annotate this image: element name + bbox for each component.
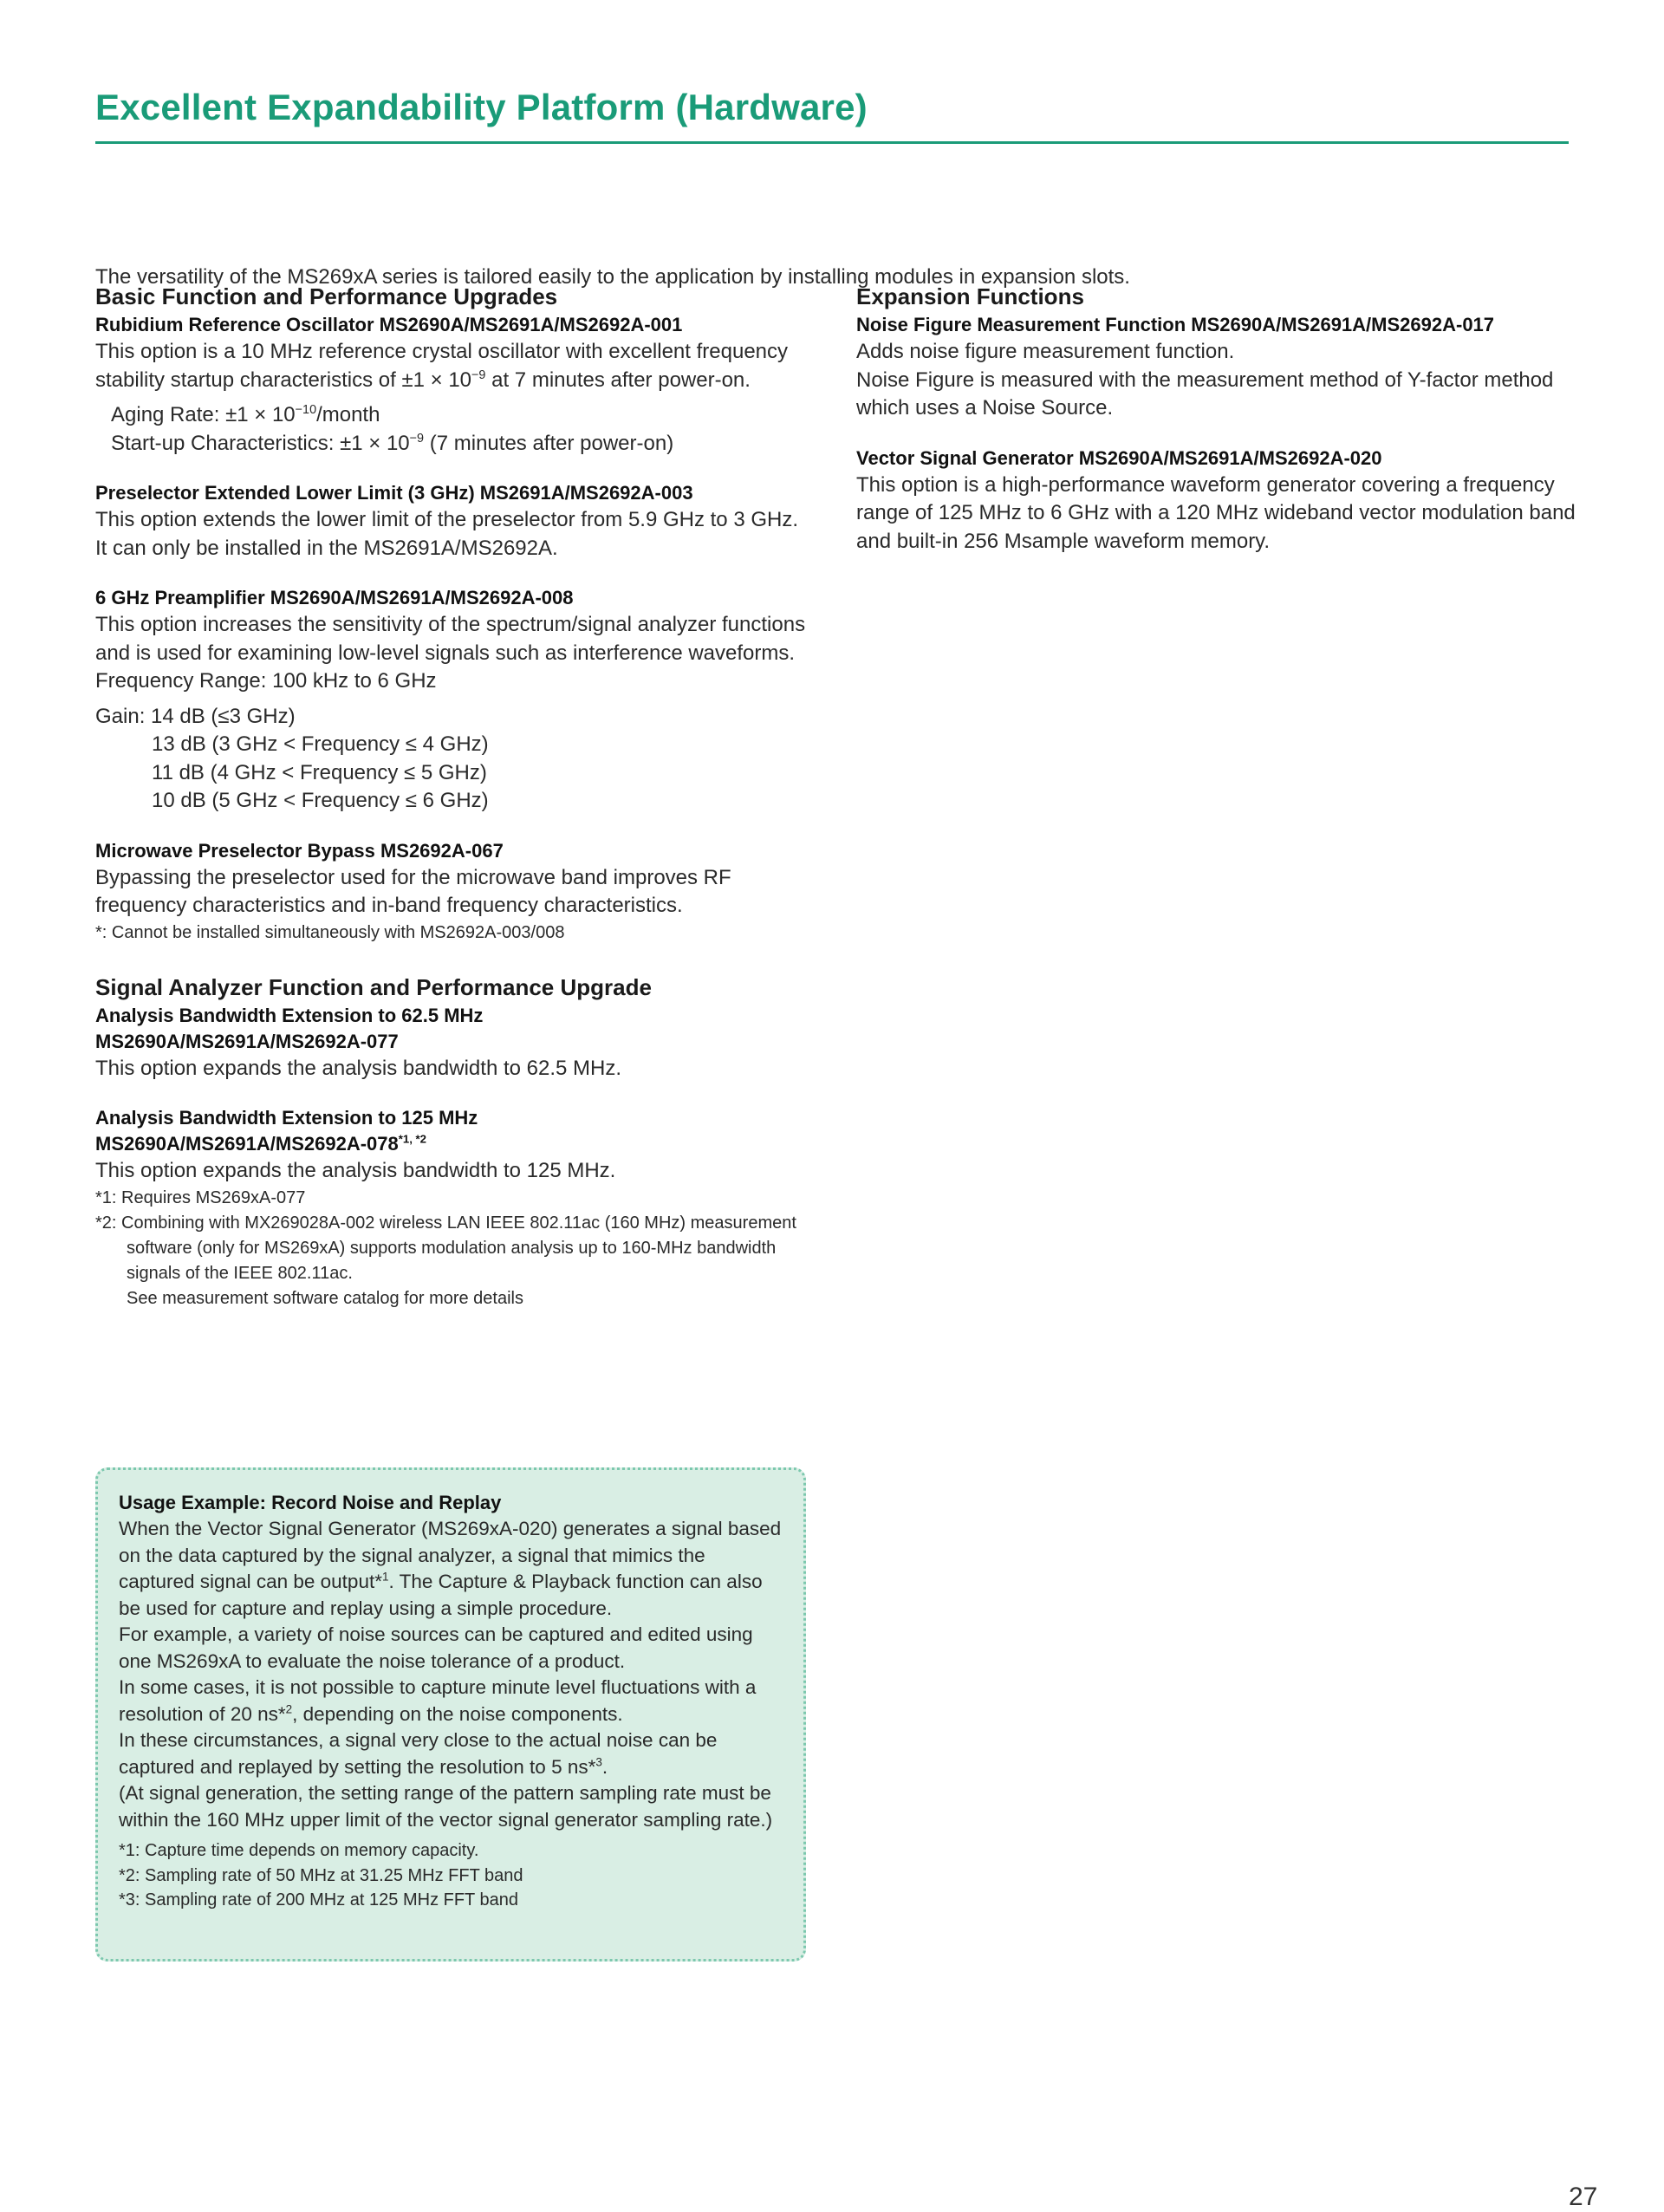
abw-125-footnote-3: See measurement software catalog for more details (127, 1288, 523, 1308)
usage-example-title: Usage Example: Record Noise and Replay (119, 1492, 502, 1513)
abw-125-model: $MS2690A/MS2691A/MS2692A-078^{*1, *2}$ (95, 1132, 427, 1155)
vector-signal-generator-title: Vector Signal Generator MS2690A/MS2691A/MS2692A-020 (856, 446, 1382, 469)
preamplifier-frequency-range: Frequency Range: 100 kHz to 6 GHz (95, 669, 437, 693)
usage-footnote-3: *3: Sampling rate of 200 MHz at 125 MHz FFT band (119, 1890, 518, 1909)
page-title: Excellent Expandability Platform (Hardware) (95, 87, 868, 127)
preamplifier-title: 6 GHz Preamplifier MS2690A/MS2691A/MS2692A-008 (95, 587, 574, 608)
page-number: 27 (1569, 2183, 1598, 2211)
title-divider (95, 141, 1569, 144)
preamplifier-gain: Gain: 14 dB (≤3 GHz) (95, 704, 296, 728)
preamplifier-gain-row: 10 dB (5 GHz < Frequency ≤ 6 GHz) (152, 789, 489, 812)
noise-figure-title: Noise Figure Measurement Function MS2690A/MS2691A/MS2692A-017 (856, 314, 1495, 335)
rubidium-oscillator-title: Rubidium Reference Oscillator MS2690A/MS2691A/MS2692A-001 (95, 314, 683, 335)
preselector-description: This option extends the lower limit of the preselector from 5.9 GHz to 3 GHz. It can only be installed in the MS2691A/MS2692A. (95, 508, 799, 560)
rubidium-oscillator-description: This option is a 10 MHz reference crystal oscillator with excellent frequency stability startup characteristics of $\pm 1 \times 10^{-9}$ at 7 minutes after power-on. (95, 340, 789, 392)
usage-example-box (95, 1467, 806, 1962)
usage-paragraph-4: In these circumstances, a signal very close to the actual noise can be captured and replayed by setting the resolution to 5 ns*$^3$. (119, 1729, 718, 1778)
usage-paragraph-5: (At signal generation, the setting range of the pattern sampling rate must be within the 160 MHz upper limit of the vector signal generator sampling rate.) (119, 1782, 773, 1831)
intro-paragraph: The versatility of the MS269xA series is tailored easily to the application by installing modules in expansion slots. (95, 265, 1130, 289)
preamplifier-gain-row: 11 dB (4 GHz < Frequency ≤ 5 GHz) (152, 760, 487, 784)
vector-signal-generator-description: This option is a high-performance waveform generator covering a frequency range of 125 MHz to 6 GHz with a 120 MHz wideband vector modulation band and built-in 256 Msample waveform memory. (856, 472, 1576, 553)
preamplifier-gain-row: 13 dB (3 GHz < Frequency ≤ 4 GHz) (152, 732, 489, 756)
abw-62-description: This option expands the analysis bandwidth to 62.5 MHz. (95, 1056, 622, 1080)
preselector-bypass-footnote: *: Cannot be installed simultaneously with MS2692A-003/008 (95, 922, 565, 942)
abw-125-title: Analysis Bandwidth Extension to 125 MHz (95, 1107, 478, 1129)
abw-62-model: MS2690A/MS2691A/MS2692A-077 (95, 1030, 399, 1052)
preselector-title: Preselector Extended Lower Limit (3 GHz) MS2691A/MS2692A-003 (95, 482, 693, 504)
section-heading-signal-analyzer: Signal Analyzer Function and Performance Upgrade (95, 973, 652, 1000)
usage-footnote-1: *1: Capture time depends on memory capacity. (119, 1841, 479, 1860)
preselector-bypass-title: Microwave Preselector Bypass MS2692A-067 (95, 839, 504, 862)
section-heading-expansion: Expansion Functions (856, 283, 1084, 309)
usage-paragraph-1: When the Vector Signal Generator (MS269xA-020) generates a signal based on the data captured by the signal analyzer, a signal that mimics the captured signal can be output*$^1$. The Capture & Playback function can also be used for capture and replay using a simple procedure. (119, 1518, 782, 1619)
preselector-bypass-description: Bypassing the preselector used for the microwave band improves RF frequency characteristics and in-band frequency characteristics. (95, 865, 731, 917)
right-column (856, 281, 1576, 556)
section-heading-basic-upgrades: Basic Function and Performance Upgrades (95, 283, 558, 309)
noise-figure-method: Noise Figure is measured with the measurement method of Y-factor method which uses a Noise Source. (856, 368, 1554, 420)
usage-footnote-2: *2: Sampling rate of 50 MHz at 31.25 MHz FFT band (119, 1865, 523, 1885)
preamplifier-description: This option increases the sensitivity of the spectrum/signal analyzer functions and is used for examining low-level signals such as interference waveforms. (95, 613, 806, 665)
abw-125-footnote-2: *2: Combining with MX269028A-002 wireless LAN IEEE 802.11ac (160 MHz) measurement software (only for MS269xA) supports modulation analysis up to 160-MHz bandwidth signals of the IEEE 802.11ac. (95, 1213, 796, 1283)
usage-paragraph-3: In some cases, it is not possible to capture minute level fluctuations with a resolution of 20 ns*$^2$, depending on the noise components. (119, 1676, 757, 1725)
abw-125-description: This option expands the analysis bandwidth to 125 MHz. (95, 1159, 616, 1182)
startup-characteristics-spec: Start-up Characteristics: $\pm 1 \times 10^{-9}$ (7 minutes after power-on) (111, 431, 674, 455)
left-column (95, 281, 815, 1311)
aging-rate-spec: Aging Rate: $\pm 1 \times 10^{-10}$/month (111, 403, 380, 426)
noise-figure-description: Adds noise figure measurement function. (856, 340, 1235, 363)
usage-paragraph-2: For example, a variety of noise sources can be captured and edited using one MS269xA to evaluate the noise tolerance of a product. (119, 1623, 753, 1672)
abw-62-title: Analysis Bandwidth Extension to 62.5 MHz (95, 1004, 484, 1026)
abw-125-footnote-1: *1: Requires MS269xA-077 (95, 1187, 306, 1207)
